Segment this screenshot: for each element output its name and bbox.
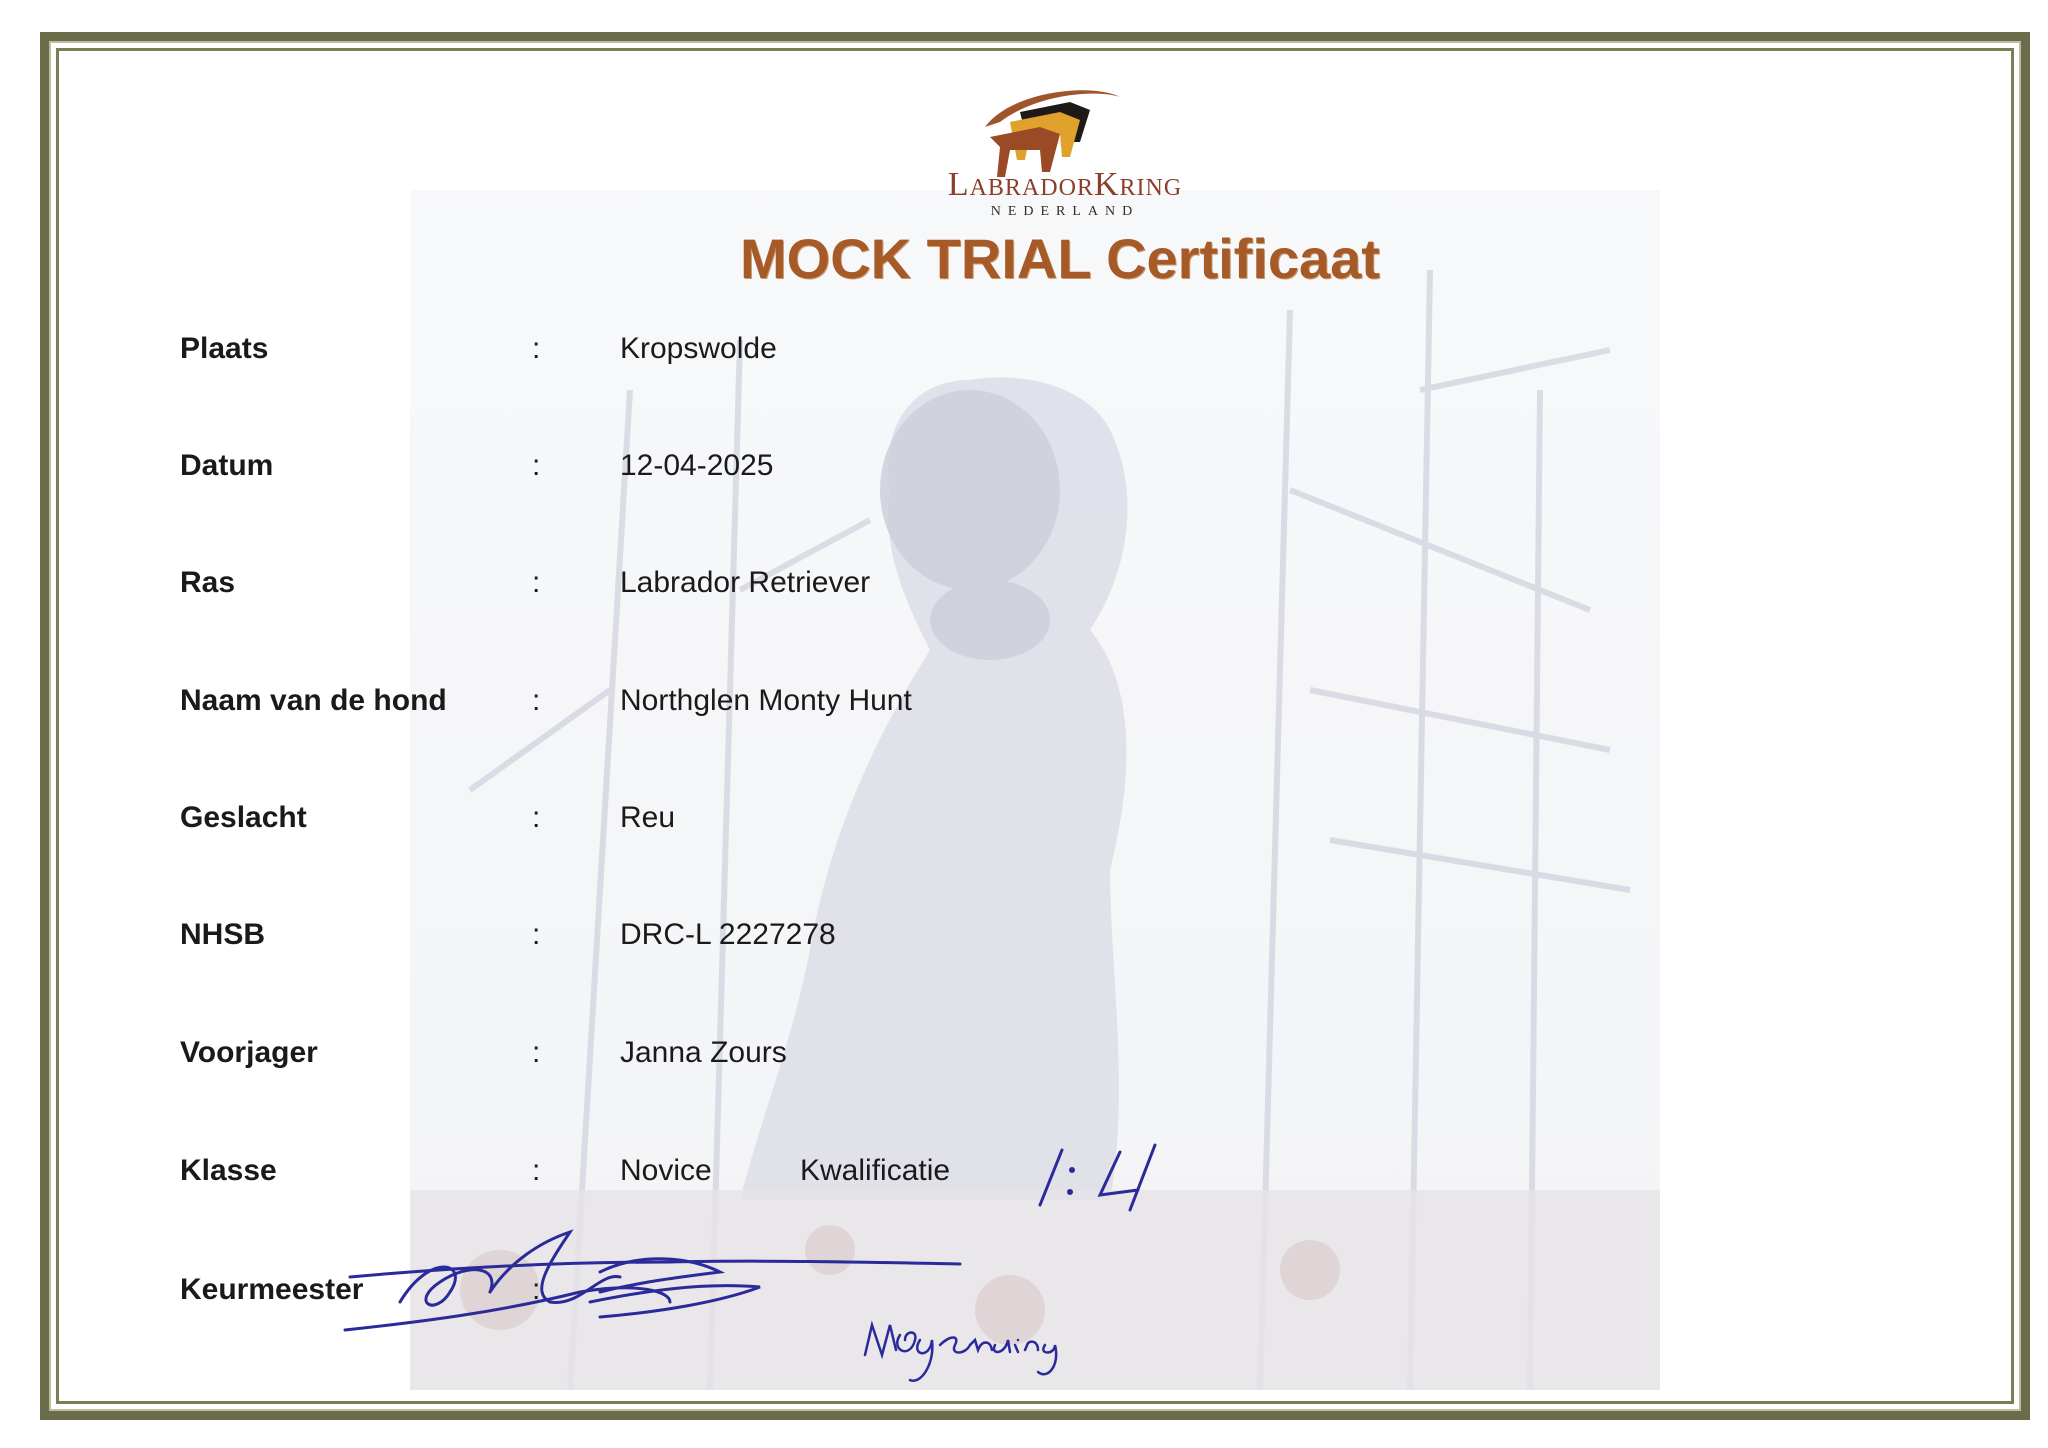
certificate-title: MOCK TRIAL Certificaat	[740, 227, 1380, 290]
field-row-geslacht	[0, 801, 2048, 851]
field-colon: :	[532, 449, 541, 482]
field-label: Klasse	[180, 1154, 277, 1187]
field-value: Novice	[620, 1154, 712, 1187]
field-colon: :	[532, 1273, 541, 1306]
field-row-plaats	[0, 332, 2048, 382]
field-value: Kropswolde	[620, 332, 777, 365]
field-value: 12-04-2025	[620, 449, 774, 482]
field-label: Voorjager	[180, 1036, 318, 1069]
field-colon: :	[532, 918, 541, 951]
field-value: Janna Zours	[620, 1036, 787, 1069]
field-label: Naam van de hond	[180, 684, 447, 717]
field-value: Northglen Monty Hunt	[620, 684, 912, 717]
handwritten-qualification	[1020, 1140, 1190, 1220]
field-label: Plaats	[180, 332, 269, 365]
field-colon: :	[532, 801, 541, 834]
organization-subtitle: NEDERLAND	[990, 204, 1140, 219]
field-value: Reu	[620, 801, 676, 834]
field-colon: :	[532, 1154, 541, 1187]
field-row-ras	[0, 566, 2048, 616]
field-value: DRC-L 2227278	[620, 918, 836, 951]
field-label: Keurmeester	[180, 1273, 364, 1306]
field-label: Geslacht	[180, 801, 307, 834]
field-colon: :	[532, 332, 541, 365]
field-label: Ras	[180, 566, 236, 599]
field-value: Labrador Retriever	[620, 566, 871, 599]
field-label: NHSB	[180, 918, 266, 951]
field-label: Datum	[180, 449, 274, 482]
field-colon: :	[532, 1036, 541, 1069]
field-row-datum	[0, 449, 2048, 499]
organization-name: LabradorKring	[947, 166, 1183, 203]
field-row-nhsb	[0, 918, 2048, 968]
second-signature	[860, 1310, 1080, 1390]
field-colon: :	[532, 684, 541, 717]
qualification-label: Kwalificatie	[800, 1154, 951, 1187]
field-row-voorjager	[0, 1036, 2048, 1086]
field-row-naam	[0, 684, 2048, 734]
field-colon: :	[532, 566, 541, 599]
